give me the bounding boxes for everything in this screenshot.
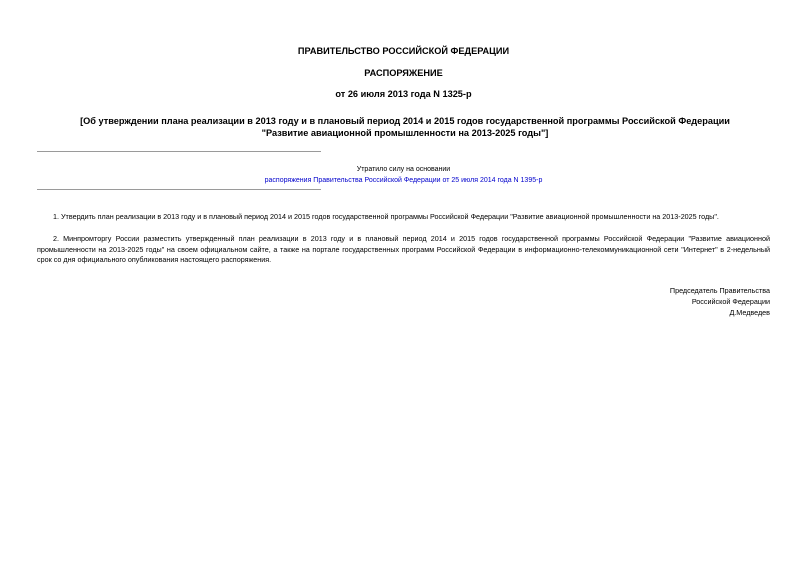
repeal-decree-link[interactable]: распоряжения Правительства Российской Федерации от 25 июля 2014 года N 1395-р [264,177,543,184]
paragraph-1 [37,212,770,223]
signatory-position: Председатель Правительства [669,286,770,295]
divider-bottom [37,189,321,190]
repeal-note: Утратило силу на основании [356,166,451,173]
date-number-heading: от 26 июля 2013 года N 1325-р [335,89,472,99]
issuer-heading: ПРАВИТЕЛЬСТВО РОССИЙСКОЙ ФЕДЕРАЦИИ [297,46,510,56]
document-title: [Об утверждении плана реализации в 2013 году и в плановый период 2014 и 2015 годов государственной программы Российской Федерации "Развитие авиационной промышленности на 2013-2025 годы"] [80,116,730,138]
signatory-body: Российской Федерации [691,297,770,306]
paragraph-1-text: 1. Утвердить план реализации в 2013 году и в плановый период 2014 и 2015 годов государственной программы Российской Федерации "Развитие авиационной промышленности на 2013-2025 годы". [53,212,719,221]
paragraph-2 [37,234,770,266]
repeal-note-link-line [0,176,807,185]
paragraph-2-text: 2. Минпромторгу России разместить утвержденный план реализации в 2013 году и в плановый период 2014 и 2015 годов государственной программы Российской Федерации "Развитие авиационной промышленности на 2013-2025 годы" на своем официальном сайте, а также на портале государственных программ Российской Федерации в информационно-телекоммуникационной сети "Интернет" в 2-недельный срок со дня официального опубликования настоящего распоряжения. [37,234,770,264]
document-type-heading: РАСПОРЯЖЕНИЕ [364,68,443,78]
divider-top [37,151,321,152]
signatory-name: Д.Медведев [729,308,770,317]
